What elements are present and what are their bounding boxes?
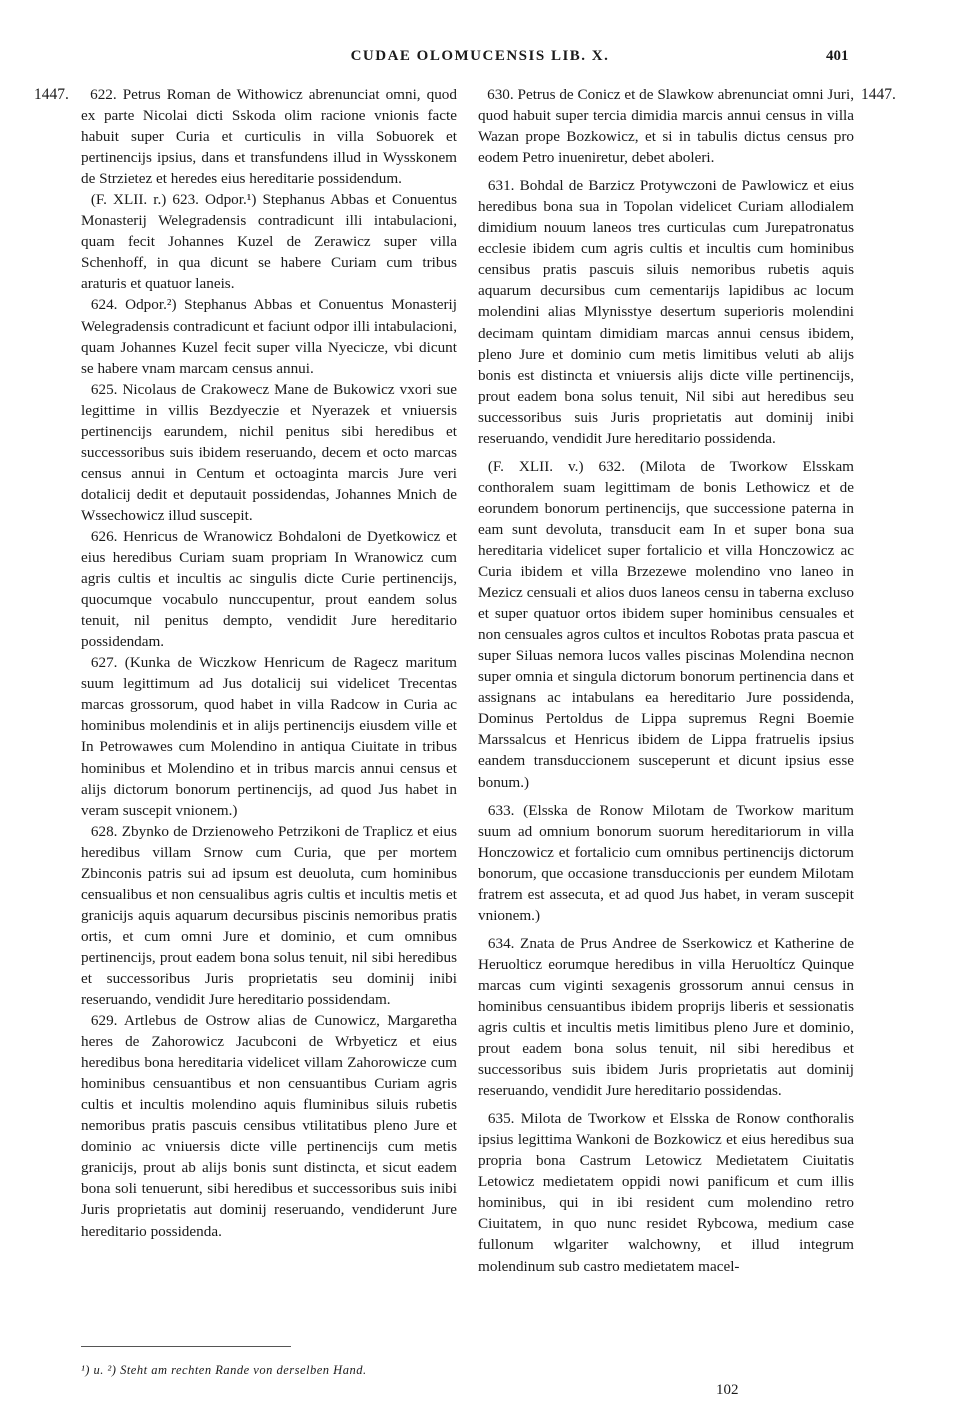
entry-629: 629. Artlebus de Ostrow alias de Cunowicz, Margaretha heres de Zahorowicz Jacubconi de Wrbyeticz et eius heredibus bona hereditaria videlicet villam Zahorowicze cum hominibus censuantibus et non censuantibus Curiam agris cultis et incultis molendino aquis fluminibus siluis rubetis nemoribus pratis pascuis censibus vtilitatibus pleno Jure et dominio ac vniuersis dicte ville pertinencijs cum metis granicijs, prout ab alijs bonis sunt distincta, et sicut eadem bona soli tenuerunt, sibi heredibus et successoribus suis inibi Juris proprietatis aut dominij reseruando, vendiderunt Jure hereditario possidenda. xyxy=(81,1012,457,1240)
left-column xyxy=(81,84,457,1242)
page-number: 401 xyxy=(826,48,849,64)
entry-627: 627. (Kunka de Wiczkow Henricum de Ragecz maritum suum legittimum ad Jus dotalicij sui videlicet Trecentas marcas grossorum, quod habet in villa Radcow in Curia ac hominibus molendinis et in alijs pertinencijs eiusdem ville et In Petrowawes cum Molendino in antiqua Ciuitate in tribus hominibus et Molendino et in tribus marcis annui census et alijs dictorum bonorum pertinencijs, ad quod Jus habet in veram suscepit vnionem.) xyxy=(81,654,457,819)
entry-633: 633. (Elsska de Ronow Milotam de Tworkow maritum suum ad omnium bonorum suorum hereditariorum in villa Honczowicz et fortalicio cum omnibus pertinencijs dictorum bonorum, que occasione transduccionis per eundem Milotam fratrem est assecuta, et ad quod Jus habet, in veram suscepit vnionem.) xyxy=(478,801,854,924)
margin-year-right: 1447. xyxy=(861,86,896,103)
entry-625: 625. Nicolaus de Crakowecz Mane de Bukowicz vxori sue legittime in villis Bezdyeczie et Nyerazek et vniuersis pertinencijs earundem, nichil penitus sibi heredibus et successoribus suis ibidem reseruando, decem et octo marcas census annui in Centum et octoaginta marcis Jure veri dotalicij dedit et deputauit possidendas, Johannes Mnich de Wssechowicz illud suscepit. xyxy=(81,380,457,524)
folio-number: 102 xyxy=(716,1382,739,1398)
footnote: ¹) u. ²) Steht am rechten Rande von derselben Hand. xyxy=(81,1363,367,1377)
running-title: CUDAE OLOMUCENSIS LIB. X. xyxy=(350,48,610,64)
entry-624: 624. Odpor.²) Stephanus Abbas et Conuentus Monasterij Welegradensis contradicunt et faciunt odpor illi intabulacioni, quam Johannes Kuzel fecit super villa Nyecicze, vbi dicunt se habere vnam marcam census annui. xyxy=(81,296,457,377)
entry-630: 630. Petrus de Conicz et de Slawkow abrenunciat omni Juri, quod habuit super tercia dimidia marcis annui census in villa Wazan prope Bozkowicz, et si in tabulis dictus census pro eodem Petro inueniretur, debet aboleri. xyxy=(478,86,854,167)
entry-622: 622. Petrus Roman de Withowicz abrenunciat omni, quod ex parte Nicolai dicti Sskoda olim racione vnionis facte habuit super Curia et curticulis in villa Sobuorek et pertinencijs ipsius, dans et transfundens illud in Wysskonem de Strzietez et heredes eius hereditarie possidendum. xyxy=(81,86,457,188)
entry-635: 635. Milota de Tworkow et Elsska de Ronow contħoralis ipsius legittima Wankoni de Bozkowicz et eius heredibus sua propria bona Castrum Letowicz Medietatem Ciuitatis Letowicz medietatem oppidi nowi panificum et cum illis hominibus, qui in ibi resident cum molendino retro Ciuitatem, in quo nunc residet Rybcowa, medium case fullonum wlgariter walchowny, et illud integrum molendinum sub castro medietatem macel- xyxy=(478,1110,854,1275)
entry-623: (F. XLII. r.) 623. Odpor.¹) Stephanus Abbas et Conuentus Monasterij Welegradensis contradicunt illi intabulacioni, quam fecit Johannes Kuzel de Zerawicz super villa Schenhoff, in qua dicunt se habere Curiam cum tribus araturis et quatuor laneis. xyxy=(81,191,457,293)
footnote-rule xyxy=(81,1346,291,1347)
margin-year-left: 1447. xyxy=(34,86,69,103)
entry-634: 634. Znata de Prus Andree de Sserkowicz et Katherine de Heruolticz eorumque heredibus in villa Heruoltícz Quinque marcas cum viginti sexagenis grossorum annui census in hominibus censuantibus ibidem proprijs liberis et sessionatis agris cultis et incultis metis limitibus pleno Jure et dominio, prout eadem bona solus tenuit, nil sibi heredibus et successoribus suis ibidem Juris proprietatis aut dominij reseruando, vendidit Jure hereditario possidendas. xyxy=(478,934,854,1100)
entry-628: 628. Zbynko de Drzienoweho Petrzikoni de Traplicz et eius heredibus villam Srnow cum Curia, que per mortem Zbinconis patris sui ad ipsum est deuoluta, cum hominibus censualibus et non censualibus agris cultis et incultis metis et granicijs aquis aquarum decursibus piscinis nemoribus pratis ortis, et cum omni Jure et dominio, et cum omnibus pertinencijs, prout eadem bona solus tenuit, nil sibi heredibus et successoribus Juris proprietatis seu dominij inibi reseruando, vendidit Jure hereditario possidendam. xyxy=(81,822,457,1009)
entry-626: 626. Henricus de Wranowicz Bohdaloni de Dyetkowicz et eius heredibus Curiam suam propriam In Wranowicz cum agris cultis et incultis ac singulis dicte Curie pertinencijs, quocumque vocabulo nunccupentur, prout eandem solus tenuit, nil penitus dempto, vendidit Jure hereditario possidendam. xyxy=(81,527,457,651)
right-column xyxy=(478,84,854,1277)
entry-632: (F. XLII. v.) 632. (Milota de Tworkow Elsskam conthoralem suam legittimam de bonis Lethowicz et de eorundem bonorum pertinencijs, que successione paterna in eam sunt devoluta, transducit eam In et super bona sua hereditaria videlicet super fortalicio et villa Honczowicz ac Curia ibidem et villa Brzezewe molendino vno laneo in Mezicz censuali et alios duos laneos censu in taberna excluso et super quatuor ortos ibidem super hominibus censuales et non censuales agros cultos et incultos Robotas prata pascua et super Siluas nemora lucos valles piscinas Molendina necnon super omnia et singula dictorum bonorum pertinencia dans et assignans ac intabulans ea hereditario Jure possidenda, Dominus Pertoldus de Lippa supremus Regni Boemie Marssalcus et Henricus ibidem de Lippa fratruelis ipsius eandem transduccionem susceperunt et dicunt ipsius esse bonum.) xyxy=(478,457,854,791)
entry-631: 631. Bohdal de Barzicz Protywczoni de Pawlowicz et eius heredibus bona sua in Topolan videlicet Curiam allodialem dimidium nouum laneos tres curticulas cum Jurepatronatus ecclesie ibidem cum agris cultis et incultis cum hominibus censibus pratis pascuis siluis nemoribus rubetis aquis aquarum decursibus cum cementarijs lapidibus ac locum molendini alias Mlynisstye desertum superioris molendini decimam quintam dimidiam marcas annui census ibidem, pleno Jure et dominio cum metis limitibus veluti ab alijs bonis est distincta et vniuersis alijs dicte ville pertinencijs, prout eadem bona solus tenuit, Nil sibi aut heredibus seu successoribus suis Juris proprietatis aut dominij inibi reseruando, vendidit Jure hereditario possidenda. xyxy=(478,177,854,447)
